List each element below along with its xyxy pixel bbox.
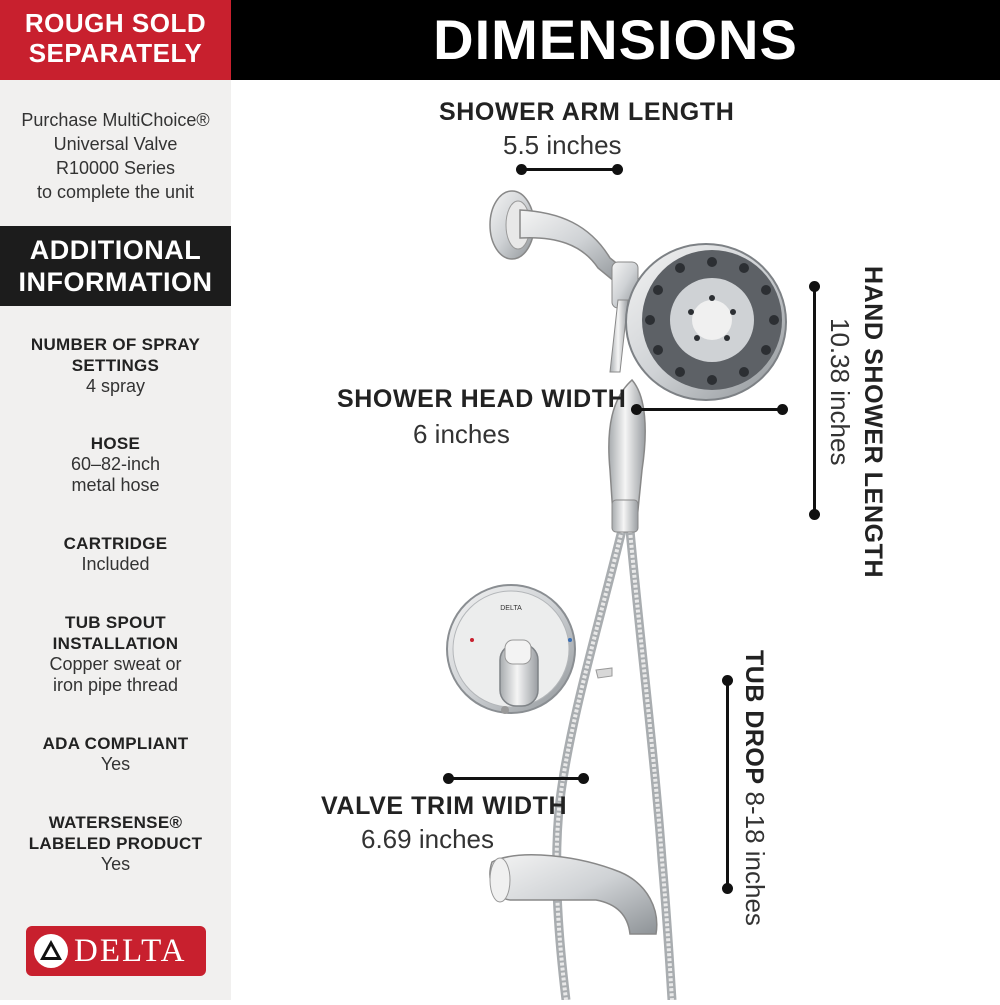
hand-shower-length-label: HAND SHOWER LENGTH <box>859 266 887 579</box>
shower-arm-length-label: SHOWER ARM LENGTH <box>439 98 735 126</box>
hand-shower-dimension-line <box>813 286 816 514</box>
info-heading: NUMBER OF SPRAY <box>30 335 201 354</box>
purchase-line: R10000 Series <box>55 158 176 178</box>
dimension-endpoint <box>631 404 642 415</box>
banner-line: SEPARATELY <box>28 38 203 68</box>
dimension-endpoint <box>612 164 623 175</box>
banner-line: INFORMATION <box>18 267 213 297</box>
info-heading: INSTALLATION <box>52 634 179 653</box>
dimension-endpoint <box>809 509 820 520</box>
info-value: 4 spray <box>85 376 146 396</box>
shower-head-width-value: 6 inches <box>413 419 510 449</box>
info-watersense <box>0 812 231 875</box>
info-heading: CARTRIDGE <box>63 534 168 553</box>
dimension-endpoint <box>809 281 820 292</box>
info-value: 60–82-inch <box>70 454 161 474</box>
dimension-endpoint <box>777 404 788 415</box>
shower-head-dimension-line <box>637 408 782 411</box>
info-value: Included <box>81 554 150 574</box>
info-heading: ADA COMPLIANT <box>42 734 189 753</box>
rough-sold-separately-banner <box>0 0 231 80</box>
info-value: Yes <box>100 754 131 774</box>
info-heading: TUB SPOUT <box>65 613 166 632</box>
tub-drop-dimension-line <box>726 680 729 888</box>
info-ada-compliant <box>0 733 231 775</box>
info-value: Yes <box>100 854 131 874</box>
purchase-line: to complete the unit <box>36 182 195 202</box>
trim-badge: DELTA <box>500 605 522 612</box>
page-title: DIMENSIONS <box>433 8 798 71</box>
info-heading: HOSE <box>90 434 141 453</box>
dimension-endpoint <box>578 773 589 784</box>
info-heading: WATERSENSE® <box>48 813 183 832</box>
purchase-line: Purchase MultiChoice® <box>21 110 210 130</box>
tub-drop-value: 8-18 inches <box>740 791 770 926</box>
title-bar <box>231 0 1000 80</box>
info-spray-settings <box>0 334 231 397</box>
hand-shower-length-value: 10.38 inches <box>825 318 855 466</box>
info-heading: SETTINGS <box>71 356 160 375</box>
info-value: metal hose <box>71 475 160 495</box>
tub-drop-label: TUB DROP <box>740 650 768 785</box>
banner-line: ROUGH SOLD <box>24 8 207 38</box>
dimension-endpoint <box>722 883 733 894</box>
sidebar <box>0 0 231 1000</box>
info-tub-spout-installation <box>0 612 231 696</box>
product-illustration <box>231 80 1000 1000</box>
banner-line: ADDITIONAL <box>29 235 202 265</box>
delta-triangle-icon <box>34 934 68 968</box>
dimension-endpoint <box>443 773 454 784</box>
info-value: iron pipe thread <box>52 675 179 695</box>
valve-trim-width-label: VALVE TRIM WIDTH <box>321 792 568 820</box>
info-heading: LABELED PRODUCT <box>28 834 203 853</box>
dimension-endpoint <box>516 164 527 175</box>
info-value: Copper sweat or <box>49 654 182 674</box>
delta-wordmark: DELTA <box>74 933 187 969</box>
info-hose <box>0 433 231 496</box>
shower-head-width-label: SHOWER HEAD WIDTH <box>337 385 627 413</box>
purchase-line: Universal Valve <box>53 134 178 154</box>
dimension-endpoint <box>722 675 733 686</box>
purchase-note <box>0 108 231 204</box>
info-cartridge <box>0 533 231 575</box>
valve-trim-dimension-line <box>449 777 583 780</box>
delta-logo <box>26 926 206 976</box>
additional-information-banner <box>0 226 231 306</box>
shower-arm-dimension-line <box>521 168 617 171</box>
valve-trim-width-value: 6.69 inches <box>361 824 494 854</box>
shower-arm-length-value: 5.5 inches <box>503 130 622 160</box>
tub-drop-annotation <box>739 650 770 926</box>
